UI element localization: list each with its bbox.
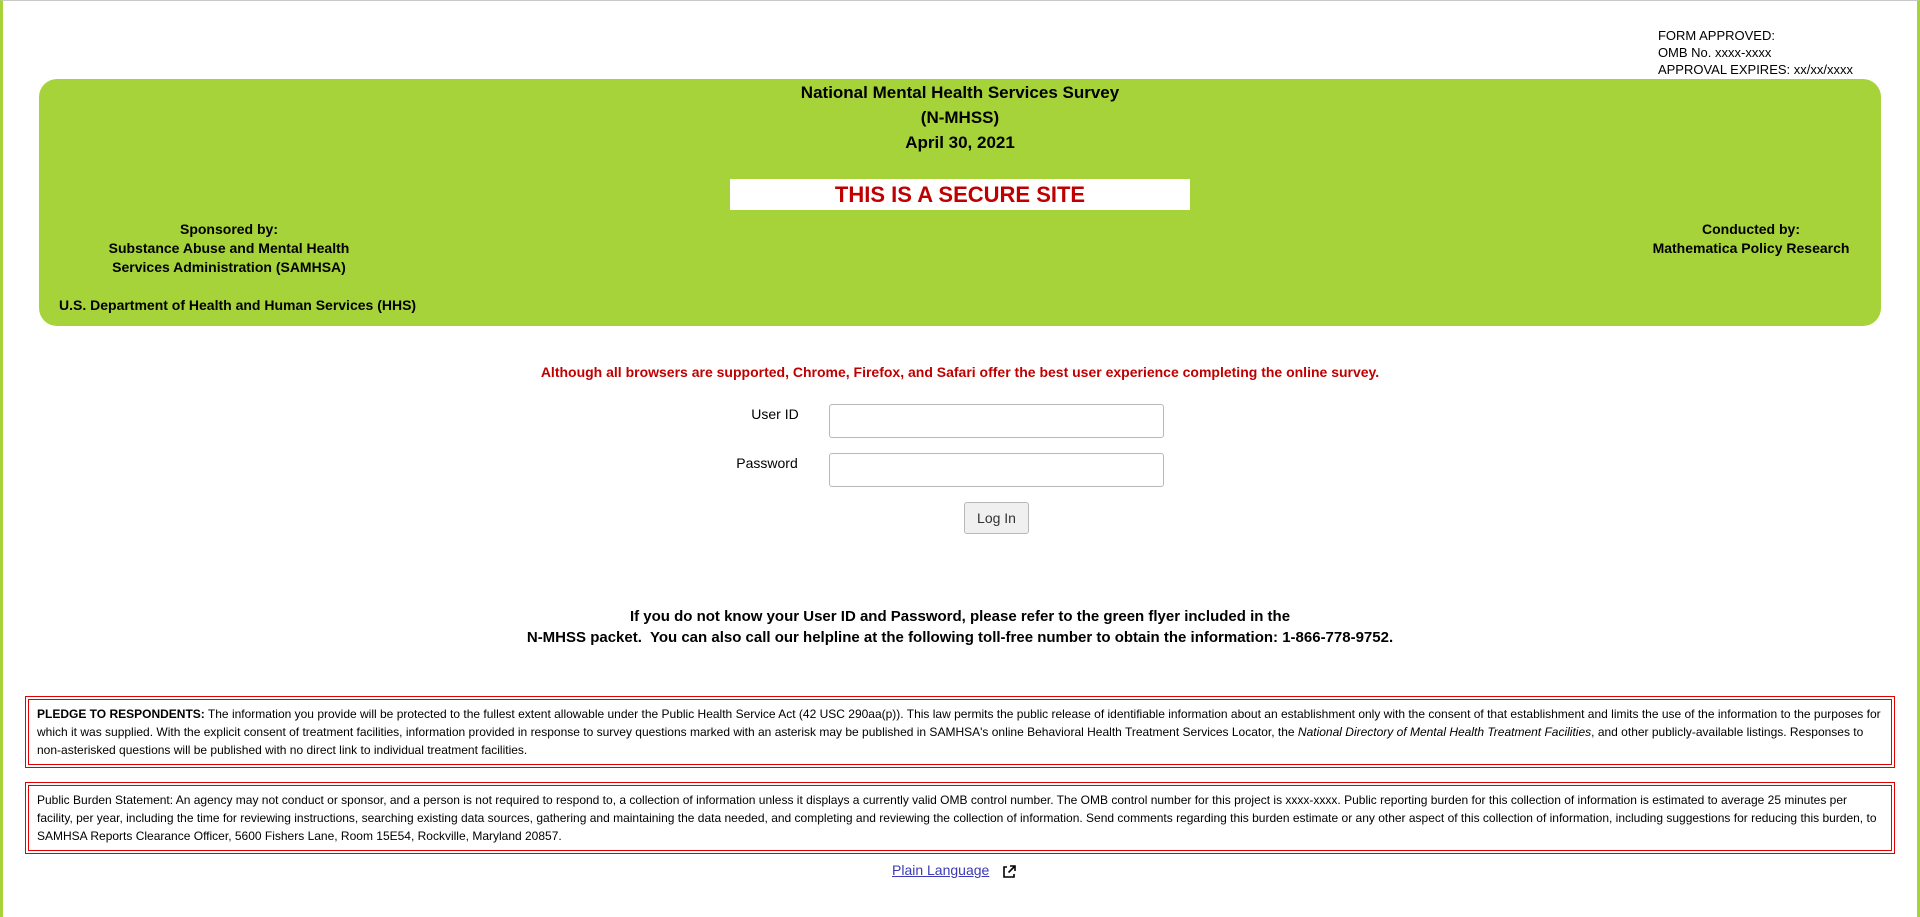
user-id-label: User ID <box>751 406 799 422</box>
secure-site-notice: THIS IS A SECURE SITE <box>730 179 1190 210</box>
survey-title-line2: (N-MHSS) <box>920 108 1000 127</box>
sponsor-name: Substance Abuse and Mental Health Services Administration (SAMHSA) <box>108 240 350 275</box>
survey-title <box>39 80 1881 155</box>
pledge-text-part1: The information you provide will be protected to the fullest extent allowable under the Public Health Service Act (42 USC 290aa(p)). This law permits the public release of identifiable information about an establishment only with the consent of that establishment and limits the use of the information to the purposes for which it was supplied. With the explicit consent of treatment facilities, information provided in response to survey questions marked with an asterisk may be published in SAMHSA's online Behavioral Health Treatment Services Locator, the <box>37 707 1881 739</box>
helpline-line1: If you do not know your User ID and Password, please refer to the green flyer included in the <box>629 608 1291 625</box>
public-burden-statement <box>25 782 1895 854</box>
pledge-text-part2: , and other publicly-available listings. Responses to non-asterisked questions will be published with no direct link to individual treatment facilities. <box>37 725 1864 757</box>
conducted-by-label: Conducted by: <box>1702 221 1800 237</box>
survey-date: April 30, 2021 <box>905 133 1015 152</box>
pledge-to-respondents <box>25 696 1895 768</box>
survey-title-line1: National Mental Health Services Survey <box>800 83 1120 102</box>
password-label: Password <box>736 455 798 471</box>
password-input[interactable] <box>829 453 1164 487</box>
external-link-icon[interactable] <box>1001 864 1017 880</box>
burden-text: Public Burden Statement: An agency may not conduct or sponsor, and a person is not required to respond to, a collection of information unless it displays a currently valid OMB control number. The OMB control number for this project is xxxx-xxxx. Public reporting burden for this collection of information is estimated to average 25 minutes per facility, per year, including the time for reviewing instructions, searching existing data sources, gathering and maintaining the data needed, and completing and reviewing the collection of information. Send comments regarding this burden estimate or any other aspect of this collection of information, including suggestions for reducing this burden, to SAMHSA Reports Clearance Officer, 5600 Fishers Lane, Room 15E54, Rockville, Maryland 20857. <box>37 793 1877 843</box>
approval-expires-text: APPROVAL EXPIRES: xx/xx/xxxx <box>1657 62 1853 77</box>
pledge-directory-title: National Directory of Mental Health Treatment Facilities <box>1297 725 1592 739</box>
log-in-button[interactable]: Log In <box>964 502 1029 534</box>
conductor-block <box>1641 220 1861 258</box>
plain-language-link[interactable]: Plain Language <box>892 862 990 878</box>
omb-number-text: OMB No. xxxx-xxxx <box>1657 45 1772 60</box>
sponsor-block <box>59 220 417 315</box>
helpline-line2: N-MHSS packet. You can also call our helpline at the following toll-free number to obtain the information: 1-866-778-9752. <box>526 629 1394 646</box>
header-banner <box>39 79 1881 326</box>
helpline-info <box>0 606 1920 648</box>
browser-support-note: Although all browsers are supported, Chrome, Firefox, and Safari offer the best user experience completing the online survey. <box>540 364 1380 380</box>
sponsor-department: U.S. Department of Health and Human Services (HHS) <box>59 297 417 313</box>
user-id-input[interactable] <box>829 404 1164 438</box>
sponsored-by-label: Sponsored by: <box>179 221 278 237</box>
omb-approval-block <box>1658 27 1853 78</box>
form-approved-text: FORM APPROVED: <box>1657 28 1775 43</box>
pledge-heading: PLEDGE TO RESPONDENTS: <box>37 707 205 721</box>
conductor-name: Mathematica Policy Research <box>1652 240 1850 256</box>
